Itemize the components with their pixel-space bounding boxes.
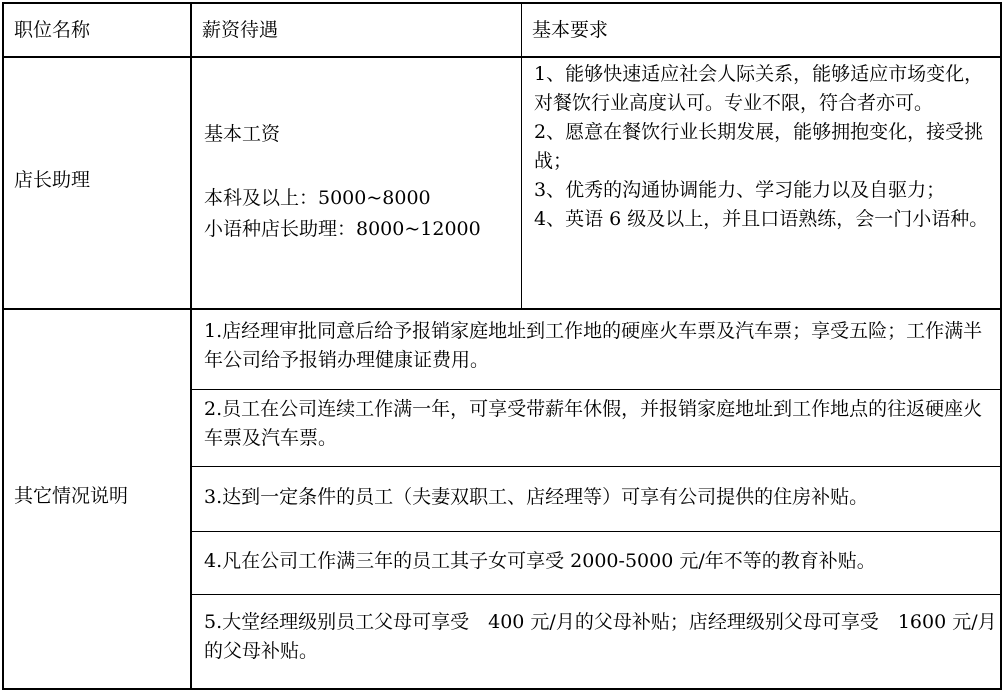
divider: [192, 531, 1000, 532]
position-title: 店长助理: [14, 169, 91, 191]
other-item: [204, 608, 998, 678]
header-requirements: 基本要求: [532, 18, 609, 41]
divider: [192, 466, 1000, 467]
divider: [4, 56, 1000, 58]
salary-line: 本科及以上：5000~8000: [204, 187, 431, 209]
other-item-text: 5.大堂经理级别员工父母可享受 400 元/月的父母补贴；店经理级别父母可享受 1600 元/月的父母补贴。: [204, 611, 997, 662]
header-position: 职位名称: [14, 18, 91, 41]
requirements-list: [534, 60, 998, 306]
requirement-item: 3、优秀的沟通协调能力、学习能力以及自驱力；: [534, 179, 946, 201]
salary-heading: 基本工资: [204, 123, 281, 145]
requirement-item: 2、愿意在餐饮行业长期发展，能够拥抱变化，接受挑战；: [534, 121, 984, 172]
divider: [4, 308, 1000, 310]
other-item: [204, 395, 998, 463]
other-item-text: 3.达到一定条件的员工（夫妻双职工、店经理等）可享有公司提供的住房补贴。: [204, 486, 869, 508]
divider: [192, 594, 1000, 595]
requirement-item: 4、英语 6 级及以上，并且口语熟练，会一门小语种。: [534, 208, 989, 230]
other-item: [204, 317, 998, 387]
divider: [190, 4, 192, 688]
header-salary: 薪资待遇: [202, 18, 279, 41]
requirement-item: 1、能够快速适应社会人际关系，能够适应市场变化，对餐饮行业高度认可。专业不限，符合者亦可。: [534, 63, 984, 114]
other-item: [204, 547, 998, 587]
benefits-table: [2, 2, 1002, 690]
other-title: 其它情况说明: [14, 485, 129, 507]
divider: [192, 389, 1000, 390]
other-item-text: 1.店经理审批同意后给予报销家庭地址到工作地的硬座火车票及汽车票；享受五险；工作满半年公司给予报销办理健康证费用。: [204, 320, 983, 371]
other-item-text: 2.员工在公司连续工作满一年，可享受带薪年休假，并报销家庭地址到工作地点的往返硬座火车票及汽车票。: [204, 398, 983, 449]
other-item: [204, 483, 998, 523]
salary-line: 小语种店长助理：8000~12000: [204, 218, 481, 240]
other-item-text: 4.凡在公司工作满三年的员工其子女可享受 2000-5000 元/年不等的教育补贴。: [204, 550, 876, 572]
